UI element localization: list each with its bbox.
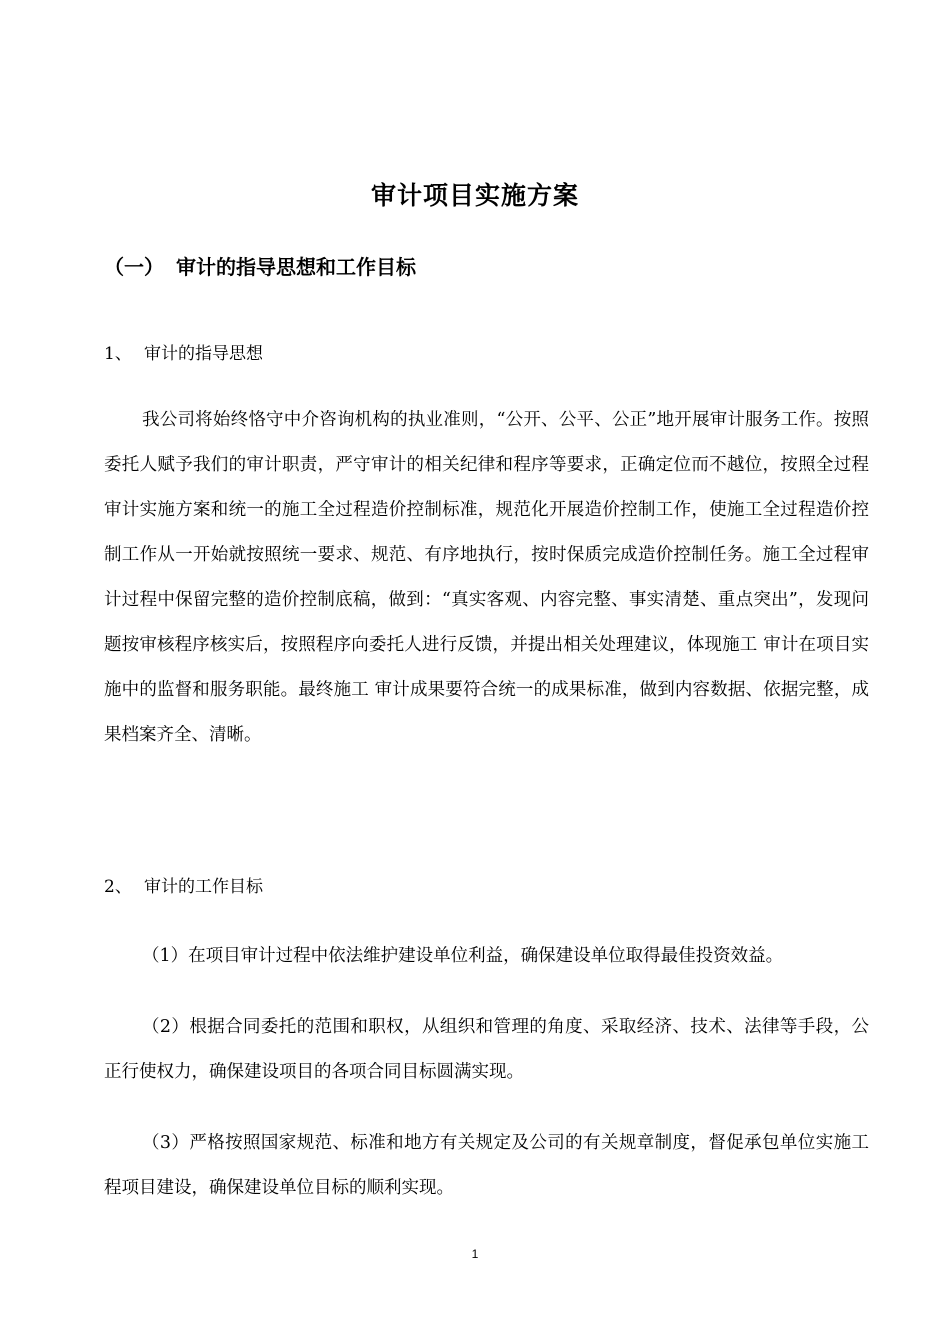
page-number: 1 xyxy=(471,1247,479,1261)
section-title: 审计的指导思想和工作目标 xyxy=(176,255,416,279)
subsection-title-1: 审计的指导思想 xyxy=(144,344,263,364)
subsection-title-2: 审计的工作目标 xyxy=(144,877,263,897)
subsection-heading-2 xyxy=(104,873,263,901)
subsection-heading-1 xyxy=(104,340,263,368)
document-title: 审计项目实施方案 xyxy=(370,181,579,210)
subsection-number-1: 1、 xyxy=(104,344,132,364)
section-number: （一） xyxy=(104,255,164,279)
paragraph-guiding-thought: 我公司将始终恪守中介咨询机构的执业准则，“公开、公平、公正”地开展审计服务工作。按照委托人赋予我们的审计职责，严守审计的相关纪律和程序等要求，正确定位而不越位，按照全过程审计实施方案和统一的施工全过程造价控制标准，规范化开展造价控制工作，使施工全过程造价控制工作从一开始就按照统一要求、规范、有序地执行，按时保质完成造价控制任务。施工全过程审计过程中保留完整的造价控制底稿，做到：“真实客观、内容完整、事实清楚、重点突出”，发现问题按审核程序核实后，按照程序向委托人进行反馈，并提出相关处理建议，体现施工 审计在项目实施中的监督和服务职能。最终施工 审计成果要符合统一的成果标准，做到内容数据、依据完整，成果档案齐全、清晰。 xyxy=(104,410,869,745)
goal-item-2: （2）根据合同委托的范围和职权，从组织和管理的角度、采取经济、技术、法律等手段，公正行使权力，确保建设项目的各项合同目标圆满实现。 xyxy=(104,1017,869,1082)
goal-item-1: （1）在项目审计过程中依法维护建设单位利益，确保建设单位取得最佳投资效益。 xyxy=(142,946,784,966)
goal-item-3: （3）严格按照国家规范、标准和地方有关规定及公司的有关规章制度，督促承包单位实施工程项目建设，确保建设单位目标的顺利实现。 xyxy=(104,1133,869,1198)
subsection-number-2: 2、 xyxy=(104,877,132,897)
section-heading xyxy=(104,252,416,282)
